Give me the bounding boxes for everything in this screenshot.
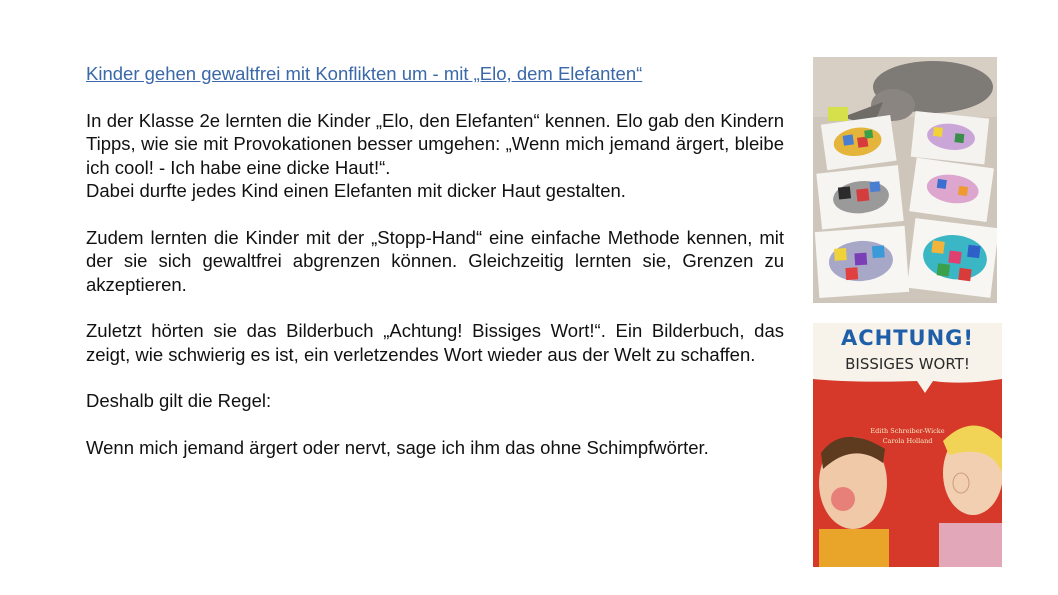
book-cover-image	[813, 323, 1002, 567]
paragraph-regel	[86, 436, 784, 460]
paragraph-line: Wenn mich jemand ärgert oder nervt, sage ich ihm das ohne Schimpfwörter.	[86, 436, 709, 458]
paragraph-intro	[86, 109, 784, 203]
book-illustrator: Carola Holland	[882, 437, 933, 445]
elephant-drawings-illustration	[813, 57, 997, 303]
paragraph-line: Deshalb gilt die Regel:	[86, 390, 272, 411]
article-text-column	[86, 62, 784, 482]
paragraph-line: In der Klasse 2e lernten die Kinder „Elo, den Elefanten“ kennen. Elo gab den Kindern Tipps, wie sie mit Provokationen besser umgehen: „Wenn mich jemand ärgert, bleibe ich cool! - Ich habe eine dicke Haut!“.	[86, 109, 784, 178]
article-title-link[interactable]: Kinder gehen gewaltfrei mit Konflikten um - mit „Elo, dem Elefanten“	[86, 63, 643, 84]
paragraph-regel-intro	[86, 389, 784, 413]
elephant-drawings-photo	[813, 57, 997, 303]
book-title-line1: ACHTUNG!	[840, 326, 974, 350]
paragraph-line: Zuletzt hörten sie das Bilderbuch „Achtung! Bissiges Wort!“. Ein Bilderbuch, das zeigt, wie schwierig es ist, ein verletzendes Wort wieder aus der Welt zu schaffen.	[86, 320, 784, 365]
paragraph-bilderbuch	[86, 319, 784, 366]
book-author: Edith Schreiber-Wicke	[870, 427, 945, 435]
book-title-line2: BISSIGES WORT!	[845, 355, 970, 373]
paragraph-stopp-hand	[86, 226, 784, 297]
paragraph-line: Zudem lernten die Kinder mit der „Stopp-Hand“ eine einfache Methode kennen, mit der sie sich gewaltfrei abgrenzen können. Gleichzeitig lernten sie, Grenzen zu akzeptieren.	[86, 226, 784, 295]
paragraph-line: Dabei durfte jedes Kind einen Elefanten mit dicker Haut gestalten.	[86, 180, 626, 201]
